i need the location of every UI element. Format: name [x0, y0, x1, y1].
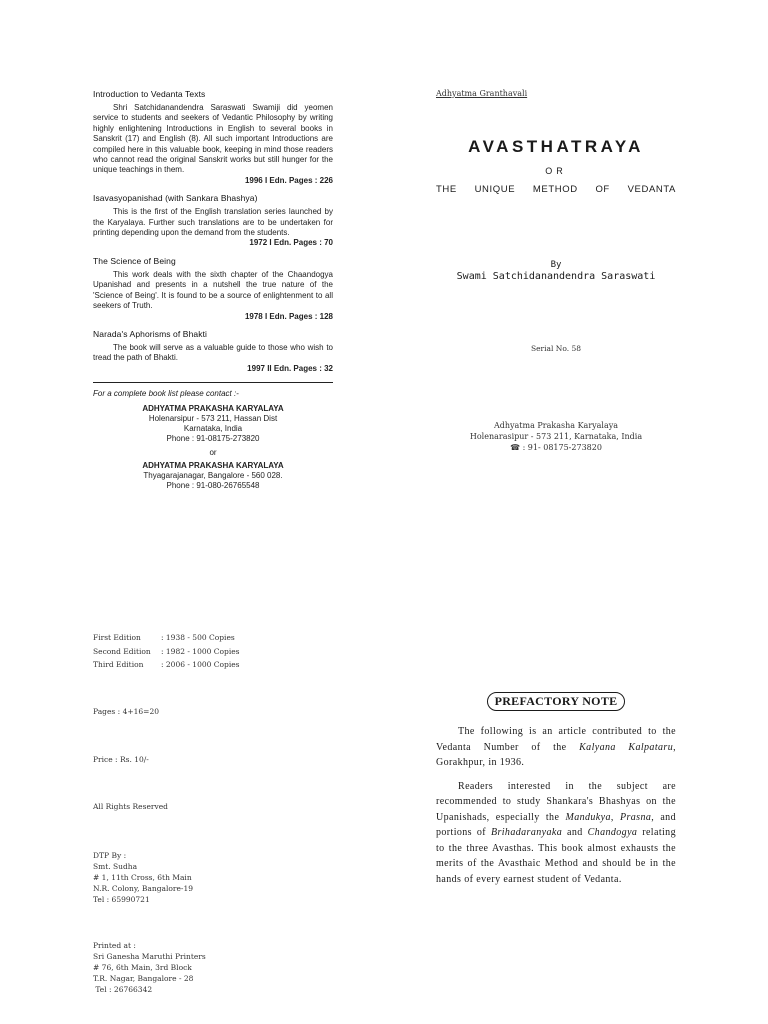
edition-row: [93, 631, 240, 645]
book-edition: 1978 I Edn. Pages : 128: [244, 311, 333, 321]
subtitle-word: THE: [436, 184, 457, 195]
text-run: , and portions of: [436, 811, 676, 838]
book-entry: [93, 256, 333, 322]
phone-number: Phone : 91-08175-273820: [166, 434, 260, 444]
dtp-line: Smt. Sudha: [93, 862, 138, 871]
book-title: The Science of Being: [93, 255, 176, 266]
edition-value: : 1982 - 1000 Copies: [161, 646, 240, 656]
dtp-line: N.R. Colony, Bangalore-19: [93, 884, 193, 893]
printer-line: # 76, 6th Main, 3rd Block: [93, 963, 192, 972]
rights-notice: All Rights Reserved: [93, 802, 168, 811]
edition-label: Second Edition: [93, 646, 151, 656]
prefactory-paragraph: [436, 724, 676, 771]
book-edition: 1997 II Edn. Pages : 32: [247, 363, 333, 373]
book-main-title: AVASTHATRAYA: [468, 137, 644, 156]
edition-row: [93, 658, 240, 672]
text-run: and: [562, 827, 588, 838]
series-name: Adhyatma Granthavali: [436, 89, 528, 98]
book-description: This work deals with the sixth chapter of the Chaandogya Upanishad and presents in a nutshell the true nature of the 'Science of Being'. It is found to be a source of enlightenment to all seekers of Truth.: [93, 269, 333, 311]
prefactory-body: [436, 724, 676, 895]
book-subtitle: [436, 184, 676, 195]
edition-row: [93, 645, 240, 659]
publisher-name: Adhyatma Prakasha Karyalaya: [493, 421, 619, 430]
book-entry: [93, 89, 333, 186]
contact-address-1: [93, 404, 333, 444]
printer-credit: [93, 940, 206, 995]
upanishad-name: Chandogya: [587, 827, 638, 838]
or-word: OR: [545, 166, 567, 176]
publisher-name: ADHYATMA PRAKASHA KARYALAYA: [142, 461, 284, 471]
book-edition: 1996 I Edn. Pages : 226: [244, 175, 333, 185]
dtp-line: Tel : 65990721: [93, 895, 150, 904]
subtitle-word: VEDANTA: [627, 184, 676, 195]
text-run: The following is an article contributed to the Vedanta Number of the: [436, 726, 676, 753]
serial-number: Serial No. 58: [530, 344, 582, 353]
publisher-block: [436, 420, 676, 453]
book-list: [93, 89, 333, 491]
book-title: Isavasyopanishad (with Sankara Bhashya): [93, 193, 258, 204]
book-description: This is the first of the English translation series launched by the Karyalaya. Further such translations are to be undertaken for printing depending upon the demand from the students.: [93, 207, 333, 238]
address-line: Holenarsipur - 573 211, Hassan Dist: [148, 414, 278, 424]
page-count: Pages : 4+16=20: [93, 707, 159, 716]
book-title: Narada's Aphorisms of Bhakti: [93, 328, 208, 339]
prefactory-paragraph: [436, 779, 676, 888]
subtitle-word: OF: [595, 184, 610, 195]
book-entry: [93, 329, 333, 374]
text-run: Readers interested in the subject are recommended to study Shankara's Bhashyas on the Upanishads, especially the: [436, 780, 676, 823]
subtitle-word: UNIQUE: [474, 184, 516, 195]
upanishad-name: Mandukya: [565, 811, 611, 823]
printer-heading: Printed at :: [93, 941, 136, 950]
by-label: By: [550, 260, 562, 270]
text-run: , Gorakhpur, in 1936.: [436, 741, 676, 768]
printer-line: T.R. Nagar, Bangalore - 28: [93, 974, 194, 983]
dtp-heading: DTP By :: [93, 851, 127, 860]
author-name: Swami Satchidanandendra Saraswati: [456, 271, 656, 282]
contact-note: For a complete book list please contact :-: [93, 389, 239, 399]
book-description: The book will serve as a valuable guide to those who wish to tread the path of Bhakti.: [93, 342, 333, 363]
subtitle-word: METHOD: [532, 184, 578, 195]
edition-label: Third Edition: [93, 660, 144, 669]
prefactory-heading: PREFACTORY NOTE: [487, 692, 626, 711]
publisher-name: ADHYATMA PRAKASHA KARYALAYA: [142, 404, 284, 414]
price: Price : Rs. 10/-: [93, 755, 149, 764]
prefactory-heading-wrap: [436, 692, 676, 711]
book-description: Shri Satchidanandendra Saraswati Swamiji did yeomen service to students and seekers of Vedantic Philosophy by writing highly enlightening Introductions in English to several books in Sanskrit (17) and English (8). All such important Introductions are compiled here in this valuable book, keeping in mind those readers who cannot read the original Sanskrit works but still hunger for the unique teachings in them.: [93, 103, 333, 175]
dtp-line: # 1, 11th Cross, 6th Main: [93, 873, 192, 882]
publisher-phone: ☎ : 91- 08175-273820: [510, 443, 602, 452]
edition-label: First Edition: [93, 633, 141, 642]
upanishad-name: Brihadaranyaka: [490, 827, 563, 838]
address-line: Thyagarajanagar, Bangalore - 560 028.: [143, 471, 283, 481]
text-run: relating to the three Avasthas. This book almost exhausts the merits of the Avasthaic Method and should be in the hands of every earnest student of Vedanta.: [436, 827, 676, 885]
address-line: Karnataka, India: [183, 424, 243, 434]
book-entry: [93, 193, 333, 249]
edition-value: : 1938 - 500 Copies: [161, 633, 235, 642]
contact-address-2: [93, 461, 333, 491]
publication-title: Kalyana Kalpataru: [579, 741, 674, 753]
phone-number: Phone : 91-080-26765548: [166, 481, 260, 491]
upanishad-name: Prasna: [619, 811, 652, 823]
divider: [93, 382, 333, 383]
edition-history: [93, 631, 240, 672]
edition-value: : 2006 - 1000 Copies: [161, 660, 240, 669]
printer-line: Tel : 26766342: [93, 985, 153, 994]
text-run: ,: [610, 811, 620, 823]
or-separator: or: [209, 448, 217, 458]
printer-line: Sri Ganesha Maruthi Printers: [93, 952, 206, 961]
publisher-address: Holenarasipur - 573 211, Karnataka, India: [469, 432, 643, 441]
book-title: Introduction to Vedanta Texts: [93, 89, 206, 99]
dtp-credit: [93, 850, 193, 905]
book-edition: 1972 I Edn. Pages : 70: [249, 238, 333, 248]
